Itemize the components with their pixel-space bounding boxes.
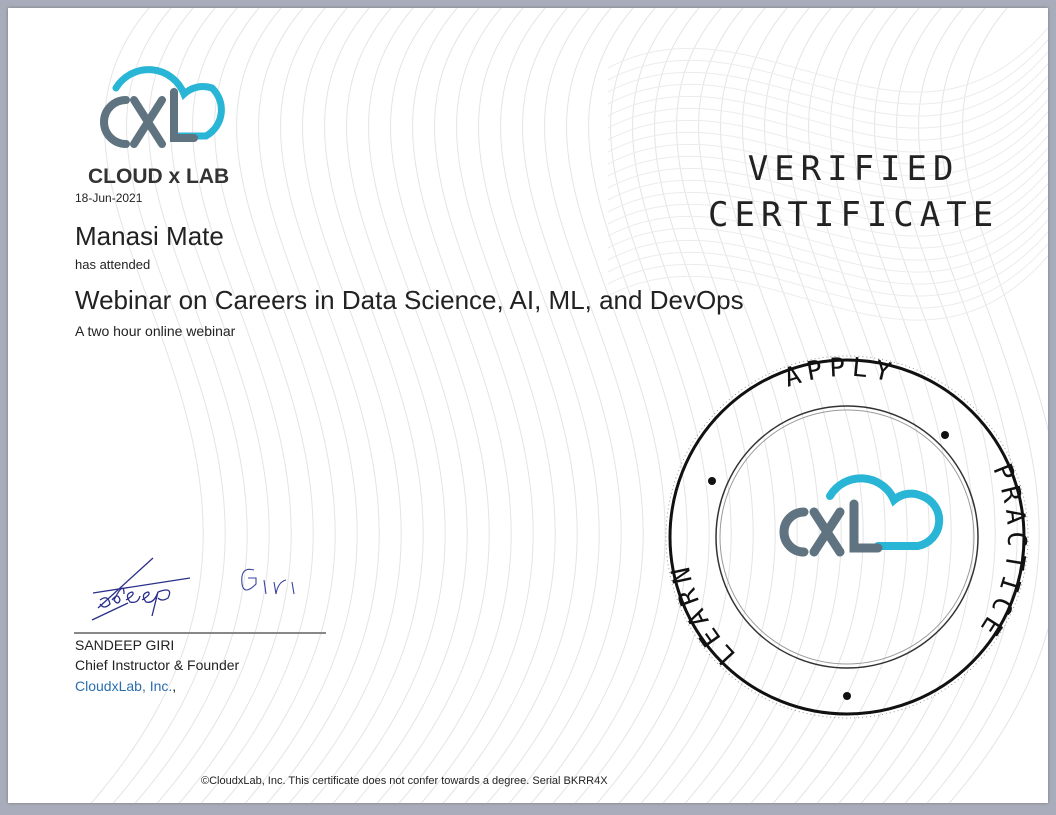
signature-image (88, 548, 308, 633)
footer-disclaimer: ©CloudxLab, Inc. This certificate does not confer towards a degree. Serial BKRR4X (201, 775, 608, 787)
signature-line (74, 632, 326, 634)
org-suffix: , (172, 678, 177, 694)
signatory-title: Chief Instructor & Founder (75, 657, 240, 673)
cloudxlab-logo (86, 58, 261, 183)
course-description: A two hour online webinar (75, 323, 236, 339)
svg-text:PRACTICE (971, 460, 1031, 646)
seal-learn: LEARN (664, 558, 742, 671)
verified-line2: CERTIFICATE (708, 195, 1000, 235)
svg-text:APPLY (781, 353, 900, 394)
attended-label: has attended (75, 257, 151, 272)
certificate (8, 8, 1048, 803)
verified-certificate-heading (708, 146, 999, 238)
svg-text:LEARN (665, 559, 742, 671)
signatory-name: SANDEEP GIRI (75, 637, 175, 653)
logo-text: CLOUD x LAB (88, 165, 230, 183)
course-title: Webinar on Careers in Data Science, AI, ML, and DevOps (75, 285, 744, 315)
signatory-org (75, 678, 176, 694)
recipient-name: Manasi Mate (75, 221, 224, 251)
issue-date: 18-Jun-2021 (75, 191, 143, 205)
seal-practice: PRACTICE (970, 459, 1032, 646)
seal-apply: APPLY (780, 352, 900, 394)
seal-logo (784, 478, 939, 552)
learn-apply-practice-seal (658, 348, 1038, 728)
verified-line1: VERIFIED (747, 149, 960, 189)
cloudxlab-link[interactable]: CloudxLab, Inc. (75, 678, 173, 694)
